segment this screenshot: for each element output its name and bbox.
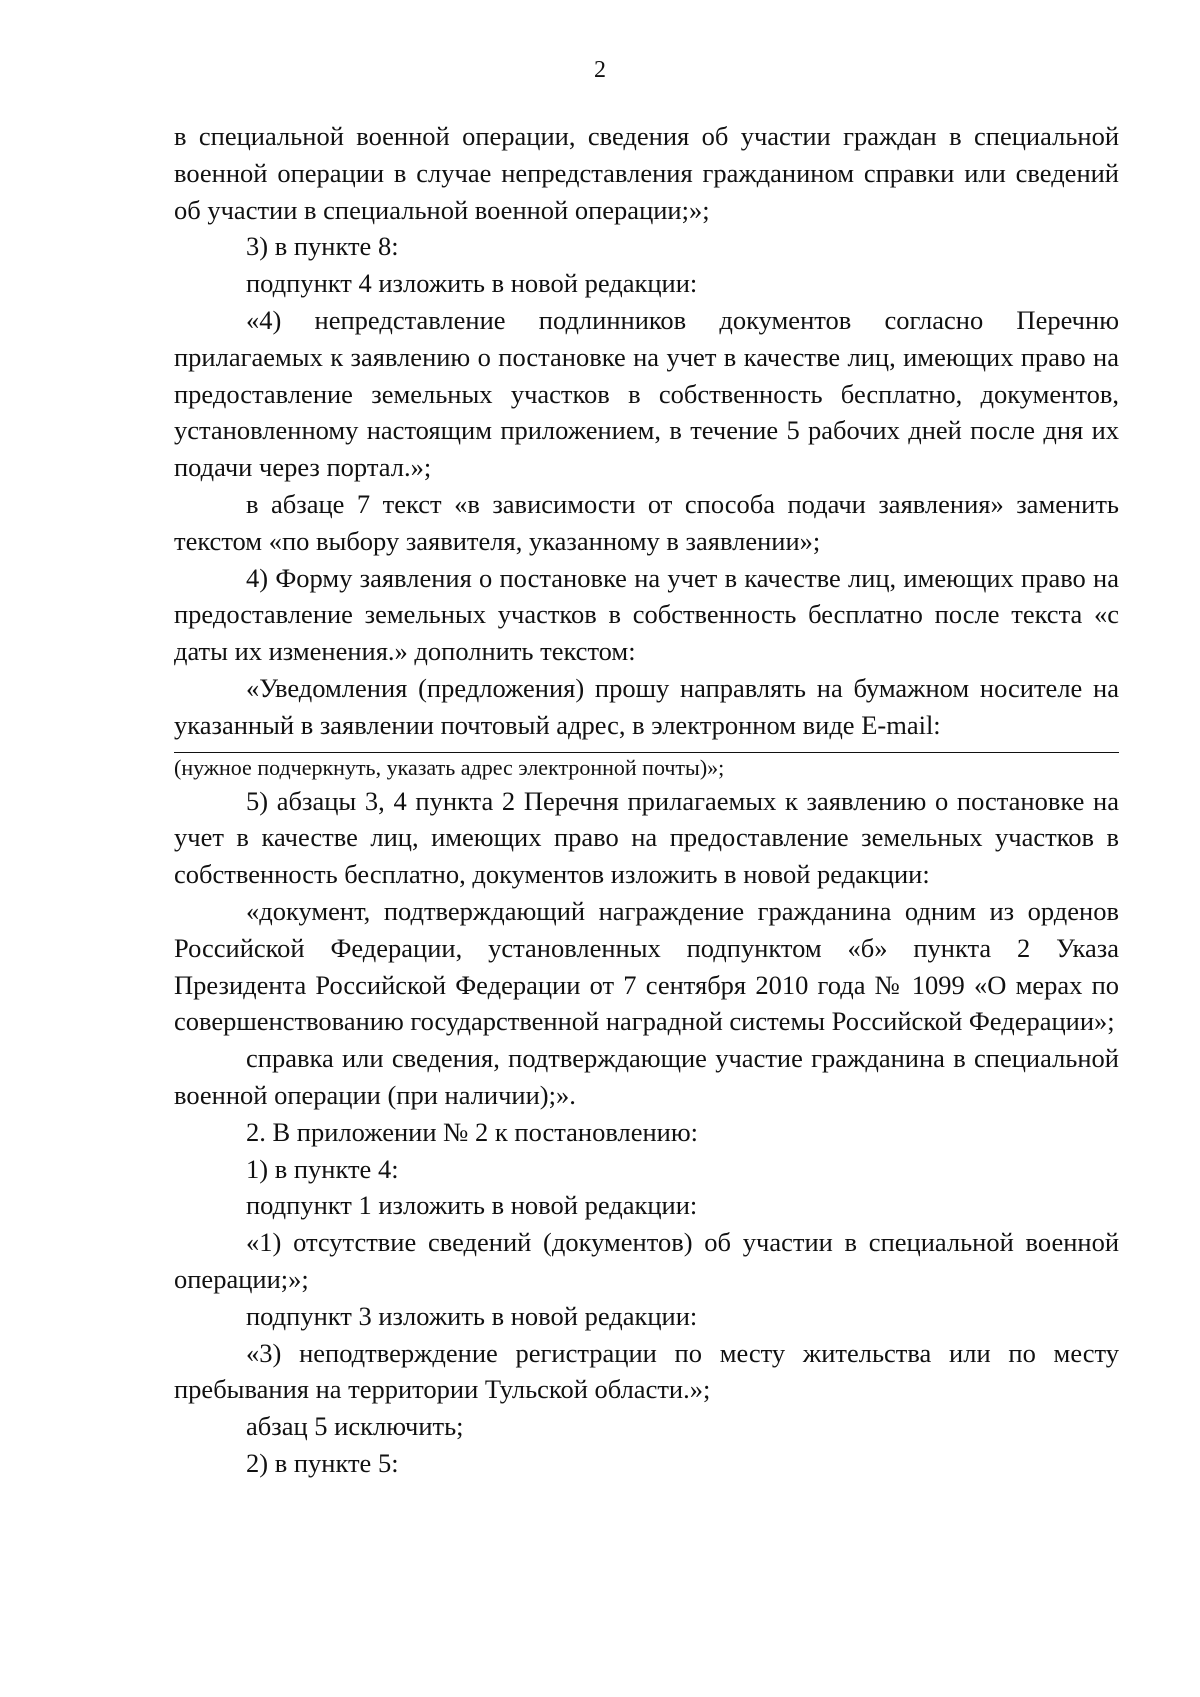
paragraph-item-5: 5) абзацы 3, 4 пункта 2 Перечня прилагаемых к заявлению о постановке на учет в качестве лиц, имеющих право на предоставление земельных участков в собственность бесплатно, документов изложить в новой редакции: — [174, 785, 1119, 890]
paragraph-subitem-3-heading: подпункт 3 изложить в новой редакции: — [246, 1300, 698, 1331]
paragraph-item-3: 3) в пункте 8: — [246, 231, 399, 262]
paragraph-certificate: справка или сведения, подтверждающие участие гражданина в специальной военной операции (при наличии);». — [174, 1043, 1119, 1110]
document-body — [174, 118, 1119, 1482]
paragraph-item-1-point-4: 1) в пункте 4: — [246, 1153, 399, 1184]
paragraph-subitem-3-text: «3) неподтверждение регистрации по месту жительства или по месту пребывания на территории Тульской области.»; — [174, 1337, 1119, 1405]
paragraph-order-document: «документ, подтверждающий награждение гражданина одним из орденов Российской Федерации, установленных подпунктом «б» пункта 2 Указа Президента Российской Федерации от 7 сентября 2010 года № 1099 «О мерах по совершенствованию государственной наградной системы Российской Федерации»; — [174, 895, 1119, 1037]
paragraph-subitem-1-text: «1) отсутствие сведений (документов) об участии в специальной военной операции;»; — [174, 1227, 1119, 1294]
paragraph-item-2-point-5: 2) в пункте 5: — [246, 1447, 399, 1478]
paragraph-subitem-4-heading: подпункт 4 изложить в новой редакции: — [246, 268, 698, 299]
email-caption: (нужное подчеркнуть, указать адрес электронной почты)»; — [174, 754, 725, 780]
paragraph-continuation: в специальной военной операции, сведения об участии граждан в специальной военной операции в случае непредставления гражданином справки или сведений об участии в специальной военной операции;»; — [174, 121, 1119, 225]
page-number: 2 — [594, 57, 606, 83]
paragraph-item-4: 4) Форму заявления о постановке на учет в качестве лиц, имеющих право на предоставление земельных участков в собственность бесплатно после текста «с даты их изменения.» дополнить текстом: — [174, 562, 1119, 667]
paragraph-subitem-1-heading: подпункт 1 изложить в новой редакции: — [246, 1190, 698, 1221]
paragraph-appendix-2: 2. В приложении № 2 к постановлению: — [246, 1116, 699, 1147]
paragraph-notification: «Уведомления (предложения) прошу направлять на бумажном носителе на указанный в заявлении почтовый адрес, в электронном виде E-mail: — [174, 672, 1119, 740]
paragraph-abzac-7: в абзаце 7 текст «в зависимости от способа подачи заявления» заменить текстом «по выбору заявителя, указанному в заявлении»; — [174, 488, 1119, 556]
paragraph-subitem-4-text: «4) непредставление подлинников документов согласно Перечню прилагаемых к заявлению о постановке на учет в качестве лиц, имеющих право на предоставление земельных участков в собственность бесплатно, документов, установленному настоящим приложением, в течение 5 рабочих дней после дня их подачи через портал.»; — [174, 304, 1119, 483]
paragraph-abzac-5: абзац 5 исключить; — [246, 1411, 464, 1442]
